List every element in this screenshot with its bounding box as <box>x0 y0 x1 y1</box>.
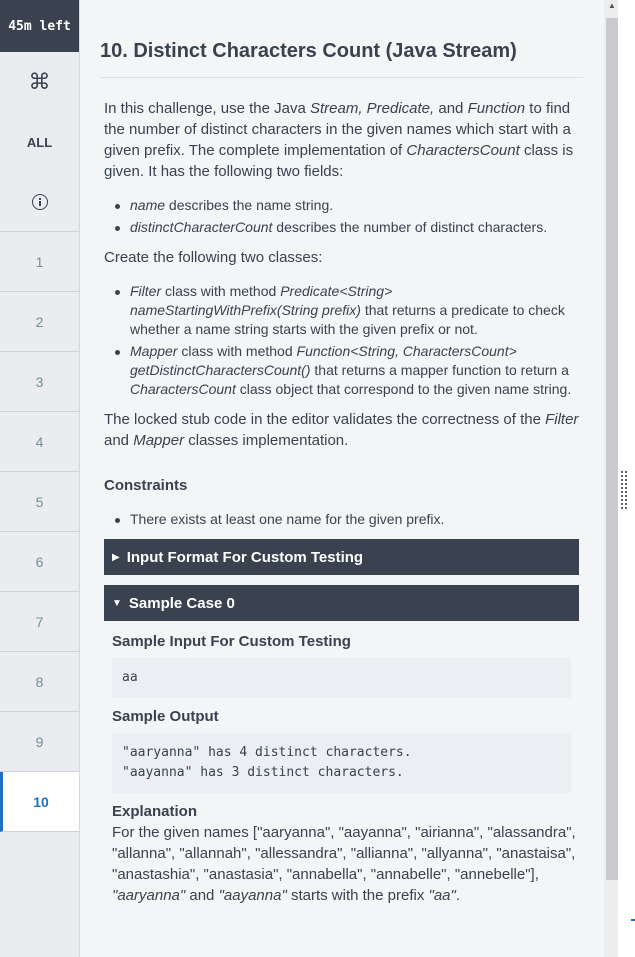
question-nav-8[interactable]: 8 <box>0 652 79 712</box>
question-nav-1[interactable]: 1 <box>0 232 79 292</box>
question-nav-3[interactable]: 3 <box>0 352 79 412</box>
question-nav-2[interactable]: 2 <box>0 292 79 352</box>
sample-case-accordion[interactable]: ▼ Sample Case 0 <box>104 585 579 621</box>
scroll-up-arrow-icon[interactable]: ▲ <box>608 0 616 10</box>
question-nav-6[interactable]: 6 <box>0 532 79 592</box>
caret-right-icon: ▶ <box>112 551 120 563</box>
sample-input-block: aa <box>112 658 571 698</box>
fields-list <box>104 196 582 237</box>
constraints-heading: Constraints <box>104 477 188 494</box>
create-text: Create the following two classes: <box>104 249 323 266</box>
sample-input-heading: Sample Input For Custom Testing <box>112 633 351 650</box>
caret-down-icon: ▼ <box>112 597 122 609</box>
constraints-list <box>104 510 582 529</box>
list-item: Filter class with method Predicate<String> nameStartingWithPrefix(String prefix) that returns a predicate to check whether a name string starts with the given prefix or not. <box>104 282 582 339</box>
question-nav-7[interactable]: 7 <box>0 592 79 652</box>
explanation-heading: Explanation <box>112 803 198 820</box>
question-nav-5[interactable]: 5 <box>0 472 79 532</box>
sample-case-body <box>104 631 582 906</box>
problem-title: 10. Distinct Characters Count (Java Stream) <box>100 40 517 62</box>
intro-paragraph: In this challenge, use the Java Stream, Predicate, and Function to find the number of distinct characters in the given names which start with a given prefix. The complete implementation of CharactersCount class is given. It has the following two fields: <box>104 100 574 180</box>
problem-panel <box>80 0 605 957</box>
sample-output-block: "aaryanna" has 4 distinct characters. "aayanna" has 3 distinct characters. <box>112 733 571 793</box>
question-sidebar <box>0 0 80 957</box>
info-button[interactable] <box>0 172 79 232</box>
sample-output-heading: Sample Output <box>112 708 219 725</box>
info-icon <box>32 194 48 210</box>
list-item: Mapper class with method Function<String, CharactersCount> getDistinctCharactersCount() that returns a mapper function to return a CharactersCount class object that correspond to the given name string. <box>104 342 582 399</box>
locked-stub-paragraph: The locked stub code in the editor validates the correctness of the Filter and Mapper classes implementation. <box>104 411 579 449</box>
scrollbar-thumb[interactable] <box>606 18 618 880</box>
command-button[interactable] <box>0 52 79 112</box>
input-format-accordion[interactable]: ▶ Input Format For Custom Testing <box>104 539 579 575</box>
question-nav-10[interactable]: 10 <box>0 772 79 832</box>
classes-list <box>104 282 582 399</box>
title-divider <box>100 77 583 78</box>
problem-statement <box>104 98 582 920</box>
question-nav-4[interactable]: 4 <box>0 412 79 472</box>
command-icon: ⌘ <box>28 69 51 94</box>
list-item: distinctCharacterCount describes the number of distinct characters. <box>104 218 582 237</box>
list-item: There exists at least one name for the given prefix. <box>104 510 582 529</box>
all-questions-button[interactable]: ALL <box>26 134 53 150</box>
resize-handle-icon[interactable] <box>620 470 628 510</box>
editor-edge-mark <box>631 919 635 921</box>
question-nav-9[interactable]: 9 <box>0 712 79 772</box>
list-item: name describes the name string. <box>104 196 582 215</box>
explanation-text: For the given names ["aaryanna", "aayanna", "airianna", "alassandra", "allanna", "allannah", "allessandra", "allianna", "allyanna", "anastaisa", "anastashia", "anastasia", "annabella", "annabelle", "annebelle"], "aaryanna" and "aayanna" starts with the prefix "aa". <box>112 824 576 904</box>
timer: 45m left <box>0 0 79 52</box>
